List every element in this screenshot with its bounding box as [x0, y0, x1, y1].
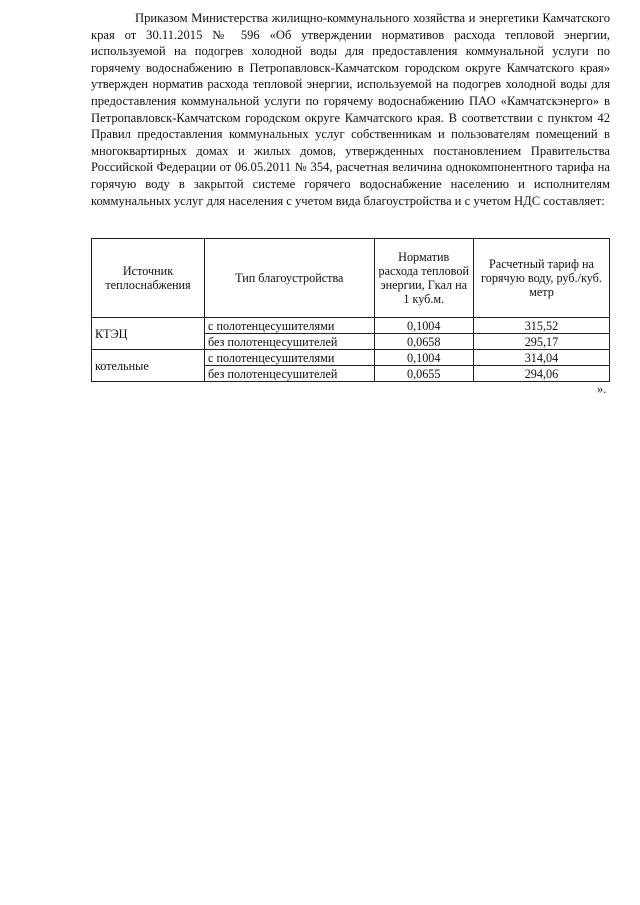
norm-cell: 0,1004 [374, 350, 473, 366]
type-cell: с полотенцесушителями [205, 318, 375, 334]
norm-cell: 0,0658 [374, 334, 473, 350]
tariff-cell: 295,17 [473, 334, 609, 350]
norm-cell: 0,1004 [374, 318, 473, 334]
source-cell: котельные [92, 350, 205, 382]
header-norm: Норматив расхода тепловой энергии, Гкал на 1 куб.м. [374, 239, 473, 318]
closing-quote: ». [597, 382, 607, 396]
source-cell: КТЭЦ [92, 318, 205, 350]
table-header-row [92, 239, 610, 318]
tariff-table [91, 238, 610, 382]
norm-cell: 0,0655 [374, 366, 473, 382]
type-cell: с полотенцесушителями [205, 350, 375, 366]
header-tariff: Расчетный тариф на горячую воду, руб./куб. метр [473, 239, 609, 318]
table-row [92, 318, 610, 334]
tariff-cell: 294,06 [473, 366, 609, 382]
tariff-cell: 314,04 [473, 350, 609, 366]
header-source: Источник теплоснабжения [92, 239, 205, 318]
type-cell: без полотенцесушителей [205, 366, 375, 382]
table-row [92, 350, 610, 366]
type-cell: без полотенцесушителей [205, 334, 375, 350]
header-type: Тип благоустройства [205, 239, 375, 318]
body-paragraph: Приказом Министерства жилищно-коммунального хозяйства и энергетики Камчатского края от 30.11.2015 № 596 «Об утверждении нормативов расхода тепловой энергии, используемой на подогрев холодной воды для предоставления коммунальной услуги по горячему водоснабжению в Петропавловск-Камчатском городском округе Камчатского края» утвержден норматив расхода тепловой энергии, используемой на подогрев холодной воды для предоставления коммунальной услуги по горячему водоснабжению ПАО «Камчатскэнерго» в Петропавловск-Камчатском городском округе Камчатского края. В соответствии с пунктом 42 Правил предоставления коммунальных услуг собственникам и пользователям помещений в многоквартирных домах и жилых домов, утвержденных постановлением Правительства Российской Федерации от 06.05.2011 № 354, расчетная величина однокомпонентного тарифа на горячую воду в закрытой системе горячего водоснабжение населению и исполнителям коммунальных услуг для населения с учетом вида благоустройства и с учетом НДС составляет: [91, 11, 610, 208]
tariff-cell: 315,52 [473, 318, 609, 334]
